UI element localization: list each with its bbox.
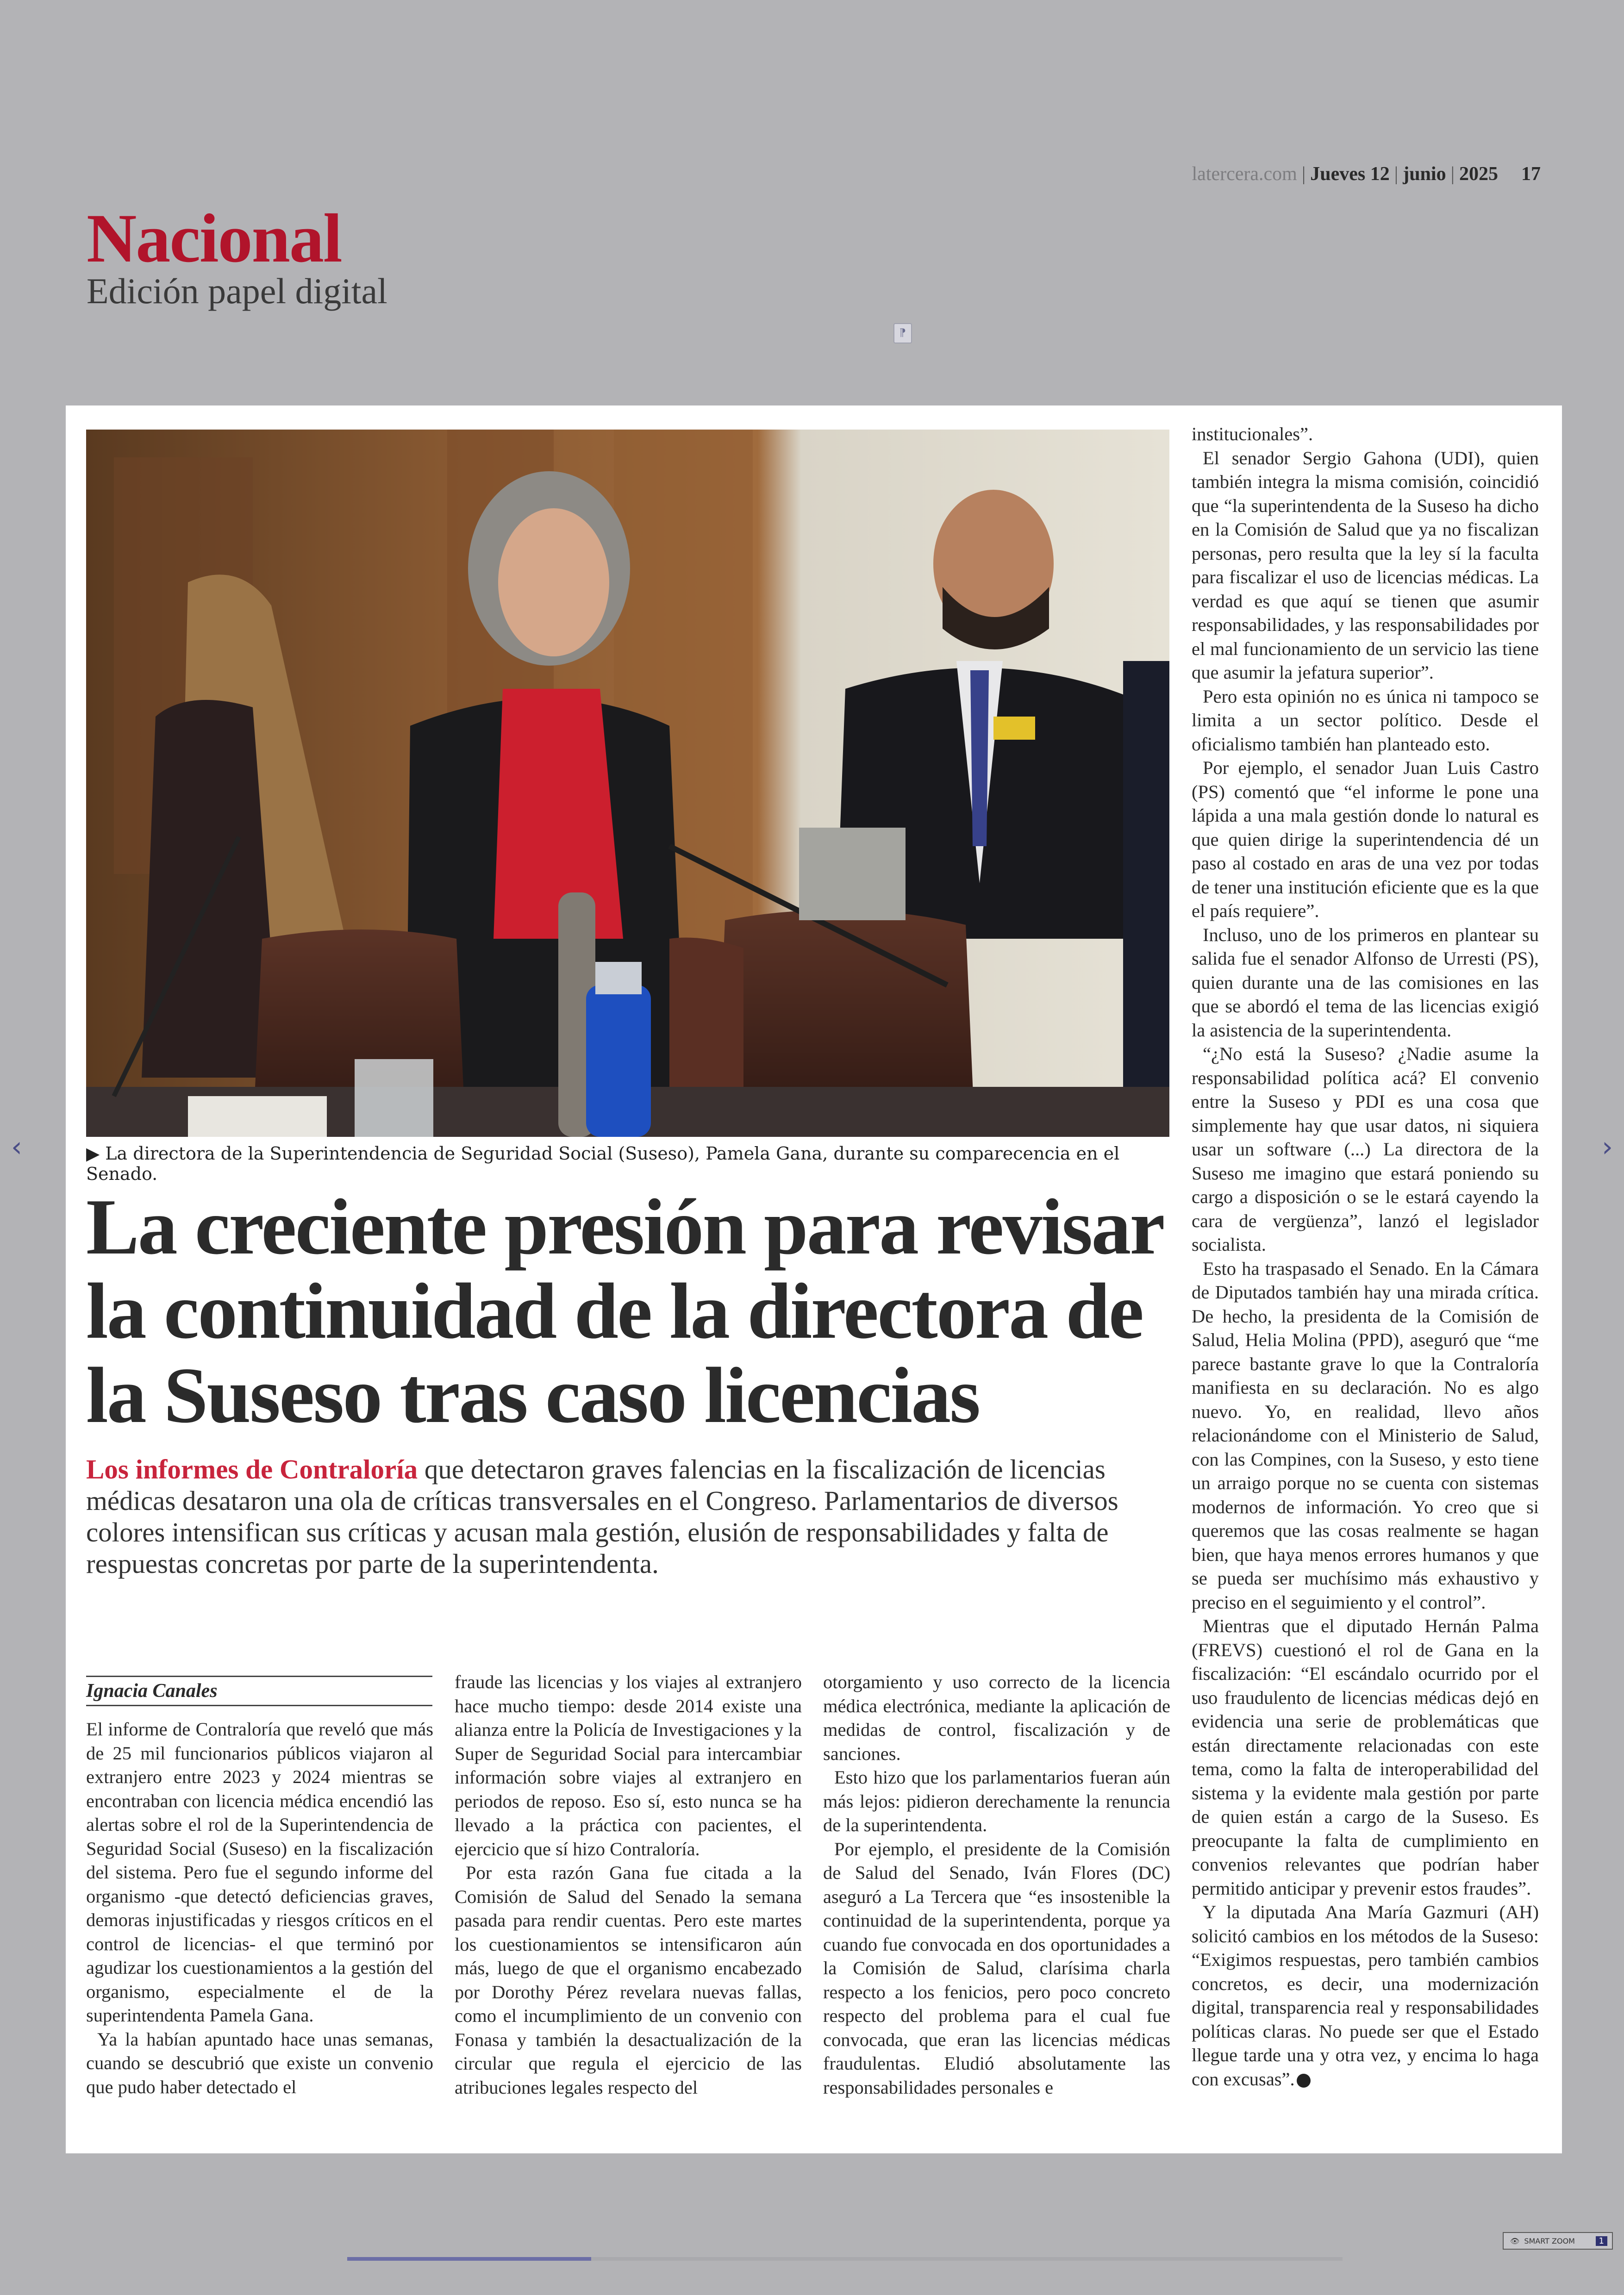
edition-subtitle: Edición papel digital <box>87 271 387 311</box>
article-column-4 <box>1192 422 1539 2091</box>
paragraph: El senador Sergio Gahona (UDI), quien también integra la misma comisión, coincidió que “la superintendenta de la Suseso ha dicho en la Comisión de Salud que ya no fiscalizan personas, pero resulta que la ley sí la faculta para fiscalizar el uso de licencias médicas. La verdad es que aquí se tienen que asumir responsabilidades, y las responsabilidades por el mal funcionamiento de un servicio las tiene que asumir la jefatura superior”. <box>1192 447 1539 683</box>
paragraph: institucionales”. <box>1192 424 1313 444</box>
date-year: 2025 <box>1459 163 1498 185</box>
paragraph: Por esta razón Gana fue citada a la Comisión de Salud del Senado la semana pasada para rendir cuentas. Pero este martes los cuestionamientos se intensificaron aún más, luego de que el organismo encabezado por Dorothy Pérez revelara nuevas fallas, como el incumplimiento de un convenio con Fonasa y también la desactualización de la circular que regula el ejercicio de las atribuciones legales respecto del <box>455 1862 802 2098</box>
paragraph: El informe de Contraloría que reveló que más de 25 mil funcionarios públicos viajaron al extranjero entre 2023 y 2024 mientras se encontraban con licencia médica encendió las alertas sobre el rol de la Superintendencia de Seguridad Social (Suseso) en la fiscalización del sistema. Pero fue el segundo informe del organismo -que detectó deficiencias graves, demoras injustificadas y riesgos críticos en el control de licencias- el que terminó por agudizar los cuestionamientos a la gestión del organismo, especialmente el de la superintendenta Pamela Gana. <box>86 1719 433 2026</box>
paragraph: Ya la habían apuntado hace unas semanas, cuando se descubrió que existe un convenio que pudo haber detectado el <box>86 2028 433 2097</box>
paragraph: Esto ha traspasado el Senado. En la Cámara de Diputados también hay una mirada crítica. De hecho, la presidenta de la Comisión de Salud, Helia Molina (PPD), aseguró que “me parece bastante grave lo que la Contraloría manifiesta en su declaración. No es algo nuevo. Yo, en realidad, llevo años relacionándome con el Ministerio de Salud, con las Compines, con la Suseso, y esto tiene un arraigo porque no se cuenta con sistemas modernos de información. Yo creo que si queremos que las cosas realmente se hagan bien, que haya menos errores humanos y que se pueda ser muchísimo más exhaustivo y preciso en el seguimiento y el control”. <box>1192 1258 1539 1613</box>
paragraph: Por ejemplo, el senador Juan Luis Castro (PS) comentó que “el informe le pone una lápida a una mala gestión donde lo natural es que quien dirige la superintendencia dé un paso al costado en aras de una vez por todas de tener una institución eficiente que es la que el país requiere”. <box>1192 757 1539 921</box>
article-column-1 <box>86 1717 433 2099</box>
page-progress-fill <box>347 2257 591 2261</box>
paragraph: Mientras que el diputado Hernán Palma (FREVS) cuestionó el rol de Gana en la fiscalización: “El escándalo ocurrido por el uso fraudulento de licencias médicas dejó en evidencia una serie de problemáticas que están directamente relacionadas con este tema, como la falta de interoperabilidad del sistema y la evidente mala gestión por parte de quien están a cargo de la Suseso. Es preocupante la falta de cumplimiento en convenios relevantes que podrían haber permitido anticipar y prevenir estos fraudes”. <box>1192 1615 1539 1899</box>
dateline: latercera.com | Jueves 12 | junio | 2025 17 <box>1192 163 1541 185</box>
date-month: junio <box>1403 163 1446 185</box>
paragraph: “¿No está la Suseso? ¿Nadie asume la responsabilidad política acá? El convenio entre la Suseso y PDI es una cosa que simplemente hay que usar datos, ni siquiera usar un software (...) La directora de la Suseso me imagino que estará poniendo su cargo a disposición o se le estará cayendo la cara de vergüenza”, lanzó el legislador socialista. <box>1192 1043 1539 1255</box>
date-day: Jueves 12 <box>1310 163 1390 185</box>
article-column-2 <box>455 1670 802 2099</box>
dek-lead: Los informes de Contraloría <box>86 1454 418 1484</box>
site-name: latercera.com <box>1192 163 1297 185</box>
paragraph: Esto hizo que los parlamentarios fueran aún más lejos: pidieron derechamente la renuncia de la superintendenta. <box>823 1767 1170 1835</box>
smart-zoom-button[interactable] <box>1503 2232 1613 2250</box>
previous-page-arrow-icon[interactable]: ‹ <box>11 1131 22 1163</box>
paragraph-last <box>1192 1900 1539 2091</box>
byline: Ignacia Canales <box>86 1676 432 1706</box>
next-page-arrow-icon[interactable]: › <box>1602 1131 1613 1163</box>
page-marker-icon[interactable]: ⁋ <box>893 323 912 343</box>
photo-caption: ▶ La directora de la Superintendencia de Seguridad Social (Suseso), Pamela Gana, durante su comparecencia en el Senado. <box>86 1143 1120 1184</box>
eye-icon: 👁 <box>1510 2236 1520 2245</box>
dek-text: que detectaron graves falencias en la fiscalización de licencias médicas desataron una ola de críticas transversales en el Congreso. Parlamentarios de diversos colores intensifican sus críticas y acusan mala gestión, elusión de responsabilidades y falta de respuestas concretas por parte de la superintendenta. <box>86 1454 1118 1579</box>
article-dek <box>86 1453 1179 1579</box>
end-mark-icon <box>1297 2074 1311 2088</box>
paragraph: Incluso, uno de los primeros en plantear su salida fue el senador Alfonso de Urresti (PS), quien durante una de las comisiones en las que se abordó el tema de las licencias exigió la asistencia de la superintendenta. <box>1192 924 1539 1041</box>
article-column-3 <box>823 1670 1170 2099</box>
headline: La creciente presión para revisar la continuidad de la directora de la Suseso tras caso licencias <box>86 1183 1162 1440</box>
section-title: Nacional <box>87 200 342 277</box>
paragraph: Pero esta opinión no es única ni tampoco se limita a un sector político. Desde el oficialismo también han planteado esto. <box>1192 686 1539 755</box>
article-photo <box>86 430 1169 1137</box>
paragraph: fraude las licencias y los viajes al extranjero hace mucho tiempo: desde 2014 existe una alianza entre la Policía de Investigaciones y la Super de Seguridad Social para intercambiar información sobre viajes al extranjero en periodos de reposo. Eso sí, esto nunca se ha llevado a la práctica con pacientes, el ejercicio que sí hizo Contraloría. <box>455 1671 802 1859</box>
page-number: 17 <box>1521 163 1541 185</box>
zoom-level: 1 <box>1596 2236 1607 2246</box>
paragraph: otorgamiento y uso correcto de la licencia médica electrónica, mediante la aplicación de medidas de control, fiscalización y de sanciones. <box>823 1671 1170 1764</box>
smart-zoom-label: SMART ZOOM <box>1524 2236 1575 2245</box>
paragraph: Por ejemplo, el presidente de la Comisión de Salud del Senado, Iván Flores (DC) aseguró a La Tercera que “es insostenible la continuidad de la superintendenta, porque ya cuando fue convocada en dos oportunidades a la Comisión de Salud, clarísima charla respecto a los fenicios, pero poco concreto respecto del problema para el cual fue convocada, que eran las licencias médicas fraudulentas. Eludió absolutamente las responsabilidades personales e <box>823 1838 1170 2098</box>
paragraph-text: Y la diputada Ana María Gazmuri (AH) solicitó cambios en los métodos de la Suseso: “Exigimos respuestas, pero también cambios concretos, es decir, una modernización digital, transparencia real y responsabilidades políticas claras. No puede ser que el Estado llegue tarde una y otra vez, y encima lo haga con excusas”. <box>1192 1902 1539 2089</box>
